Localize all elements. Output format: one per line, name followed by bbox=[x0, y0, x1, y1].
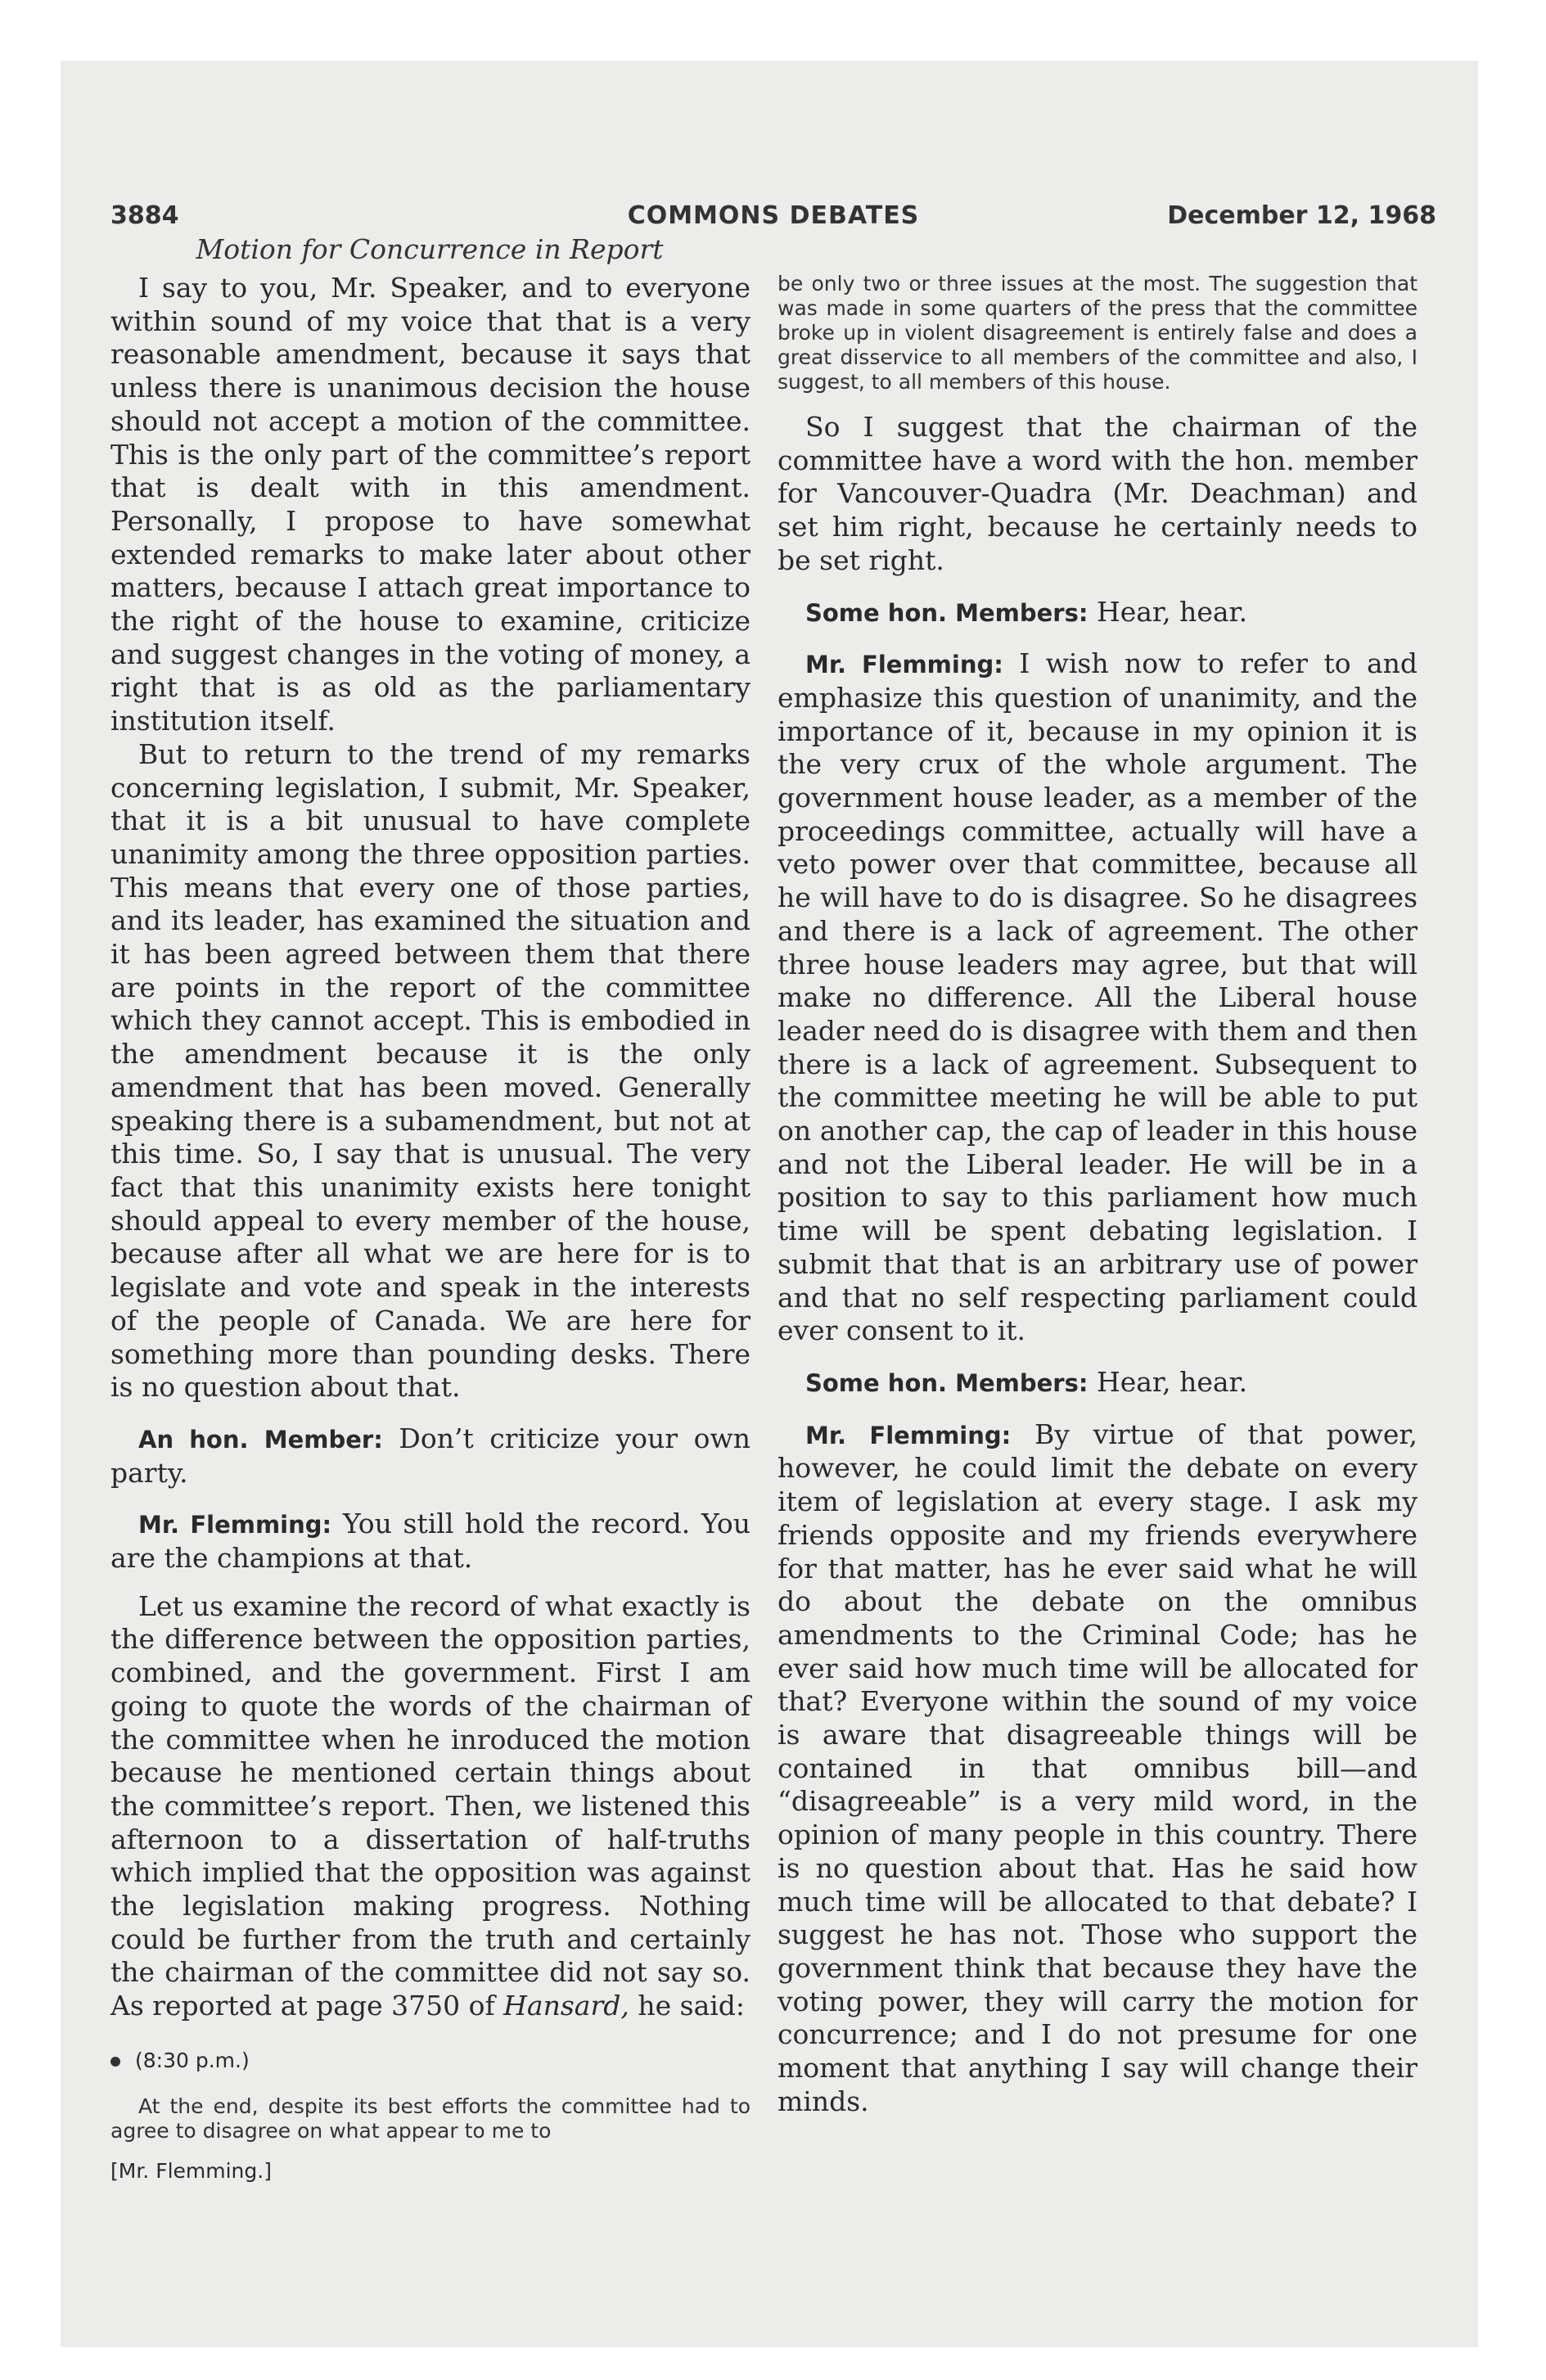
paragraph: So I suggest that the chairman of the committee have a word with the hon. member for Vancouver-Quadra (Mr. Deachman) and set him right, because he certainly needs to be set right. bbox=[778, 411, 1418, 576]
speech-members bbox=[778, 1366, 1418, 1400]
speech-text: Don’t criticize your own party. bbox=[110, 1422, 750, 1489]
speaker-name: Mr. Flemming: bbox=[805, 1421, 1012, 1449]
timestamp-text: (8:30 p.m.) bbox=[135, 2048, 250, 2072]
left-column bbox=[110, 272, 750, 2188]
speech-interjection bbox=[110, 1422, 750, 1490]
speech-text: Hear, hear. bbox=[1096, 1365, 1248, 1398]
paragraph-text: Let us examine the record of what exactly is the difference between the opposition parties, combined, and the government. First I am going to quote the words of the chairman of the committee when he inroduced the motion because he mentioned certain things about the committee’s report. Then, we listened this afternoon to a dissertation of half-truths which implied that the opposition was against the legislation making progress. Nothing could be further from the truth and certainly the chairman of the committee did not say so. As reported at page 3750 of bbox=[110, 1589, 750, 2022]
speech-text: You still hold the record. You are the champions at that. bbox=[110, 1508, 750, 1575]
page-date: December 12, 1968 bbox=[1167, 201, 1436, 230]
paragraph bbox=[110, 1590, 750, 2023]
speaker-name: Mr. Flemming: bbox=[805, 651, 1003, 679]
page-number: 3884 bbox=[110, 201, 179, 230]
right-column bbox=[778, 272, 1418, 2118]
speech-flemming bbox=[778, 647, 1418, 1348]
paragraph-text: he said: bbox=[629, 1990, 746, 2022]
speech-flemming bbox=[778, 1418, 1418, 2119]
speaker-name: Mr. Flemming: bbox=[138, 1511, 332, 1539]
block-quote: be only two or three issues at the most. The suggestion that was made in some quarters of the press that the committee broke up in violent disagreement is entirely false and does a great disservice to all members of the committee and also, I suggest, to all members of this house. bbox=[778, 272, 1418, 394]
speech-text: I wish now to refer to and emphasize this question of unanimity, and the importance of it, because in my opinion it is the very crux of the whole argument. The government house leader, as a member of the proceedings committee, actually will have a veto power over that committee, because all he will have to do is disagree. So he disagrees and there is a lack of agreement. The other three house leaders may agree, but that will make no difference. All the Liberal house leader need do is disagree with them and then there is a lack of agreement. Subsequent to the committee meeting he will be able to put on another cap, the cap of leader in this house and not the Liberal leader. He will be in a position to say to this parliament how much time will be spent debating legislation. I submit that that is an arbitrary use of power and that no self respecting parliament could ever consent to it. bbox=[778, 647, 1418, 1347]
speaker-name: Some hon. Members: bbox=[805, 1368, 1089, 1397]
speech-reply bbox=[110, 1508, 750, 1575]
hansard-title: Hansard, bbox=[503, 1990, 629, 2022]
speaker-name: Some hon. Members: bbox=[805, 598, 1089, 627]
paragraph: But to return to the trend of my remarks concerning legislation, I submit, Mr. Speaker, that it is a bit unusual to have complete unanimity among the three opposition parties. This means that every one of those parties, and its leader, has examined the situation and it has been agreed between them that there are points in the report of the committee which they cannot accept. This is embodied in the amendment because it is the only amendment that has been moved. Generally speaking there is a subamendment, but not at this time. So, I say that is unusual. The very fact that this unanimity exists here tonight should appeal to every member of the house, because after all what we are here for is to legislate and vote and speak in the interests of the people of Canada. We are here for something more than pounding desks. There is no question about that. bbox=[110, 737, 750, 1404]
journal-title: COMMONS DEBATES bbox=[627, 201, 920, 230]
paragraph: I say to you, Mr. Speaker, and to everyone within sound of my voice that that is a very reasonable amendment, because it says that unless there is unanimous decision the house should not accept a motion of the committee. This is the only part of the committee’s report that is dealt with in this amendment. Personally, I propose to have somewhat extended remarks to make later about other matters, because I attach great importance to the right of the house to examine, criticize and suggest changes in the voting of money, a right that is as old as the parliamentary institution itself. bbox=[110, 272, 750, 737]
block-quote: At the end, despite its best efforts the committee had to agree to disagree on what appear to me to bbox=[110, 2094, 750, 2143]
speech-text: By virtue of that power, however, he could limit the debate on every item of legislation at every stage. I ask my friends opposite and my friends everywhere for that matter, has he ever said what he will do about the debate on the omnibus amendments to the Criminal Code; has he ever said how much time will be allocated for that? Everyone within the sound of my voice is aware that disagreeable things will be contained in that omnibus bill—and “disagreeable” is a very mild word, in the opinion of many people in this country. There is no question about that. Has he said how much time will be allocated to that debate? I suggest he has not. Those who support the government think that because they have the voting power, they will carry the motion for concurrence; and I do not presume for one moment that anything I say will change their minds. bbox=[778, 1418, 1418, 2117]
subject-heading: Motion for Concurrence in Report bbox=[196, 233, 664, 265]
bullet-icon bbox=[110, 2057, 120, 2067]
timestamp bbox=[110, 2044, 750, 2078]
continued-speaker: [Mr. Flemming.] bbox=[110, 2158, 272, 2183]
speaker-name: An hon. Member: bbox=[138, 1425, 383, 1454]
speech-members bbox=[778, 596, 1418, 630]
speech-text: Hear, hear. bbox=[1096, 595, 1248, 628]
